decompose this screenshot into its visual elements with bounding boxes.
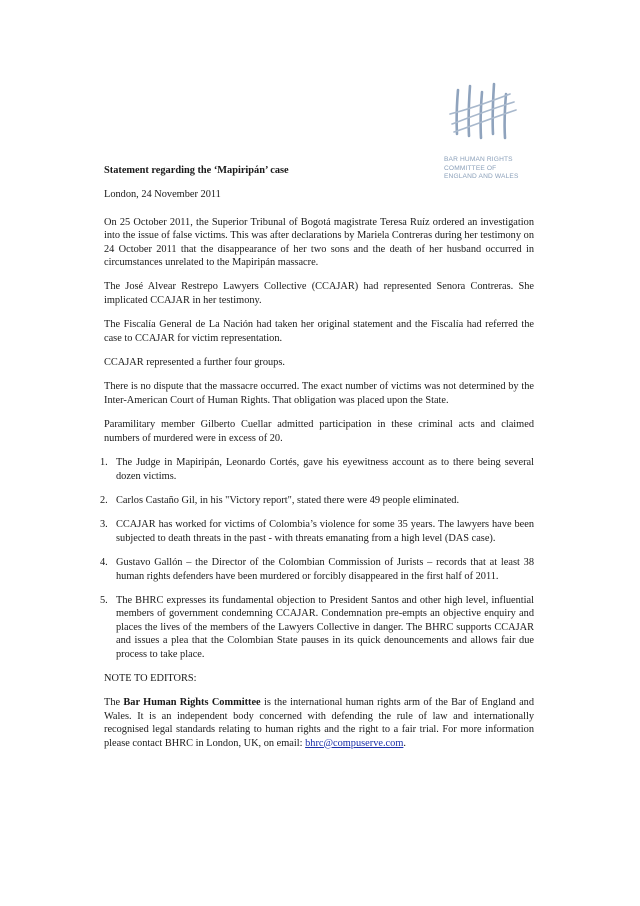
tally-marks-logo-icon bbox=[444, 82, 520, 144]
org-line: ENGLAND AND WALES bbox=[444, 173, 519, 181]
list-item-text: Gustavo Gallón – the Director of the Colombian Commission of Jurists – records that at least 38 human rights defenders have been murdered or forcibly disappeared in the first half of 2011. bbox=[116, 557, 534, 582]
list-number: 1. bbox=[100, 457, 108, 469]
list-item bbox=[100, 518, 534, 545]
document-title: Statement regarding the ‘Mapiripán’ case bbox=[104, 165, 289, 176]
list-item-text: Carlos Castaño Gil, in his "Victory report", stated there were 49 people eliminated. bbox=[116, 494, 460, 506]
editors-prefix: The bbox=[104, 697, 124, 709]
editors-paragraph bbox=[104, 696, 534, 750]
paragraph: There is no dispute that the massacre occurred. The exact number of victims was not determined by the Inter-American Court of Human Rights. That obligation was placed upon the State. bbox=[104, 381, 534, 406]
org-name-bold: Bar Human Rights Committee bbox=[123, 697, 261, 709]
org-line: BAR HUMAN RIGHTS bbox=[444, 156, 513, 163]
list-item bbox=[100, 494, 534, 507]
list-item-text: The BHRC expresses its fundamental objection to President Santos and other high level, influential members of government condemning CCAJAR. Condemnation pre-empts an objective enquiry and places the lives of the members of the Lawyers Collective in danger. The BHRC supports CCAJAR and issues a plea that the Colombian State pauses in its quick denouncements and allows fair due process to take place. bbox=[116, 594, 534, 660]
editors-text: is the international human rights arm of the Bar of England and Wales. It is an independent body concerned with defending the rule of law and internationally recognised legal standards relating to human rights and the right to a fair trial. For more information please contact BHRC in London, UK, on email: bbox=[104, 697, 534, 749]
list-item bbox=[100, 556, 534, 583]
org-line: COMMITTEE OF bbox=[444, 164, 497, 172]
date-line: London, 24 November 2011 bbox=[104, 189, 221, 201]
list-number: 5. bbox=[100, 594, 108, 606]
paragraph: The José Alvear Restrepo Lawyers Collective (CCAJAR) had represented Senora Contreras. She implicated CCAJAR in her testimony. bbox=[104, 281, 534, 306]
numbered-list bbox=[100, 456, 534, 661]
list-item bbox=[100, 456, 534, 483]
list-item-text: CCAJAR has worked for victims of Colombia’s violence for some 35 years. The lawyers have been subjected to death threats in the past - with threats emanating from a high level (DAS case). bbox=[116, 519, 534, 544]
paragraph: On 25 October 2011, the Superior Tribunal of Bogotá magistrate Teresa Ruíz ordered an investigation into the issue of false victims. This was after declarations by Mariela Contreras during her testimony on 24 October 2011 that the disappearance of her two sons and the death of her husband occurred in circumstances unrelated to the Mapiripán massacre. bbox=[104, 216, 534, 269]
list-item bbox=[100, 594, 534, 661]
paragraph: Paramilitary member Gilberto Cuellar admitted participation in these criminal acts and claimed numbers of murdered were in excess of 20. bbox=[104, 419, 534, 444]
email-link[interactable]: bhrc@compuserve.com bbox=[305, 737, 404, 749]
list-number: 2. bbox=[100, 494, 108, 506]
list-number: 4. bbox=[100, 557, 108, 569]
paragraph: CCAJAR represented a further four groups. bbox=[104, 357, 285, 369]
list-item-text: The Judge in Mapiripán, Leonardo Cortés, gave his eyewitness account as to there being several dozen victims. bbox=[116, 457, 534, 482]
list-number: 3. bbox=[100, 519, 108, 531]
note-to-editors-heading: NOTE TO EDITORS: bbox=[104, 672, 197, 684]
document-body bbox=[100, 164, 534, 750]
paragraph: The Fiscalía General de La Nación had taken her original statement and the Fiscalía had referred the case to CCAJAR for victim representation. bbox=[104, 319, 534, 344]
editors-suffix: . bbox=[403, 737, 406, 749]
